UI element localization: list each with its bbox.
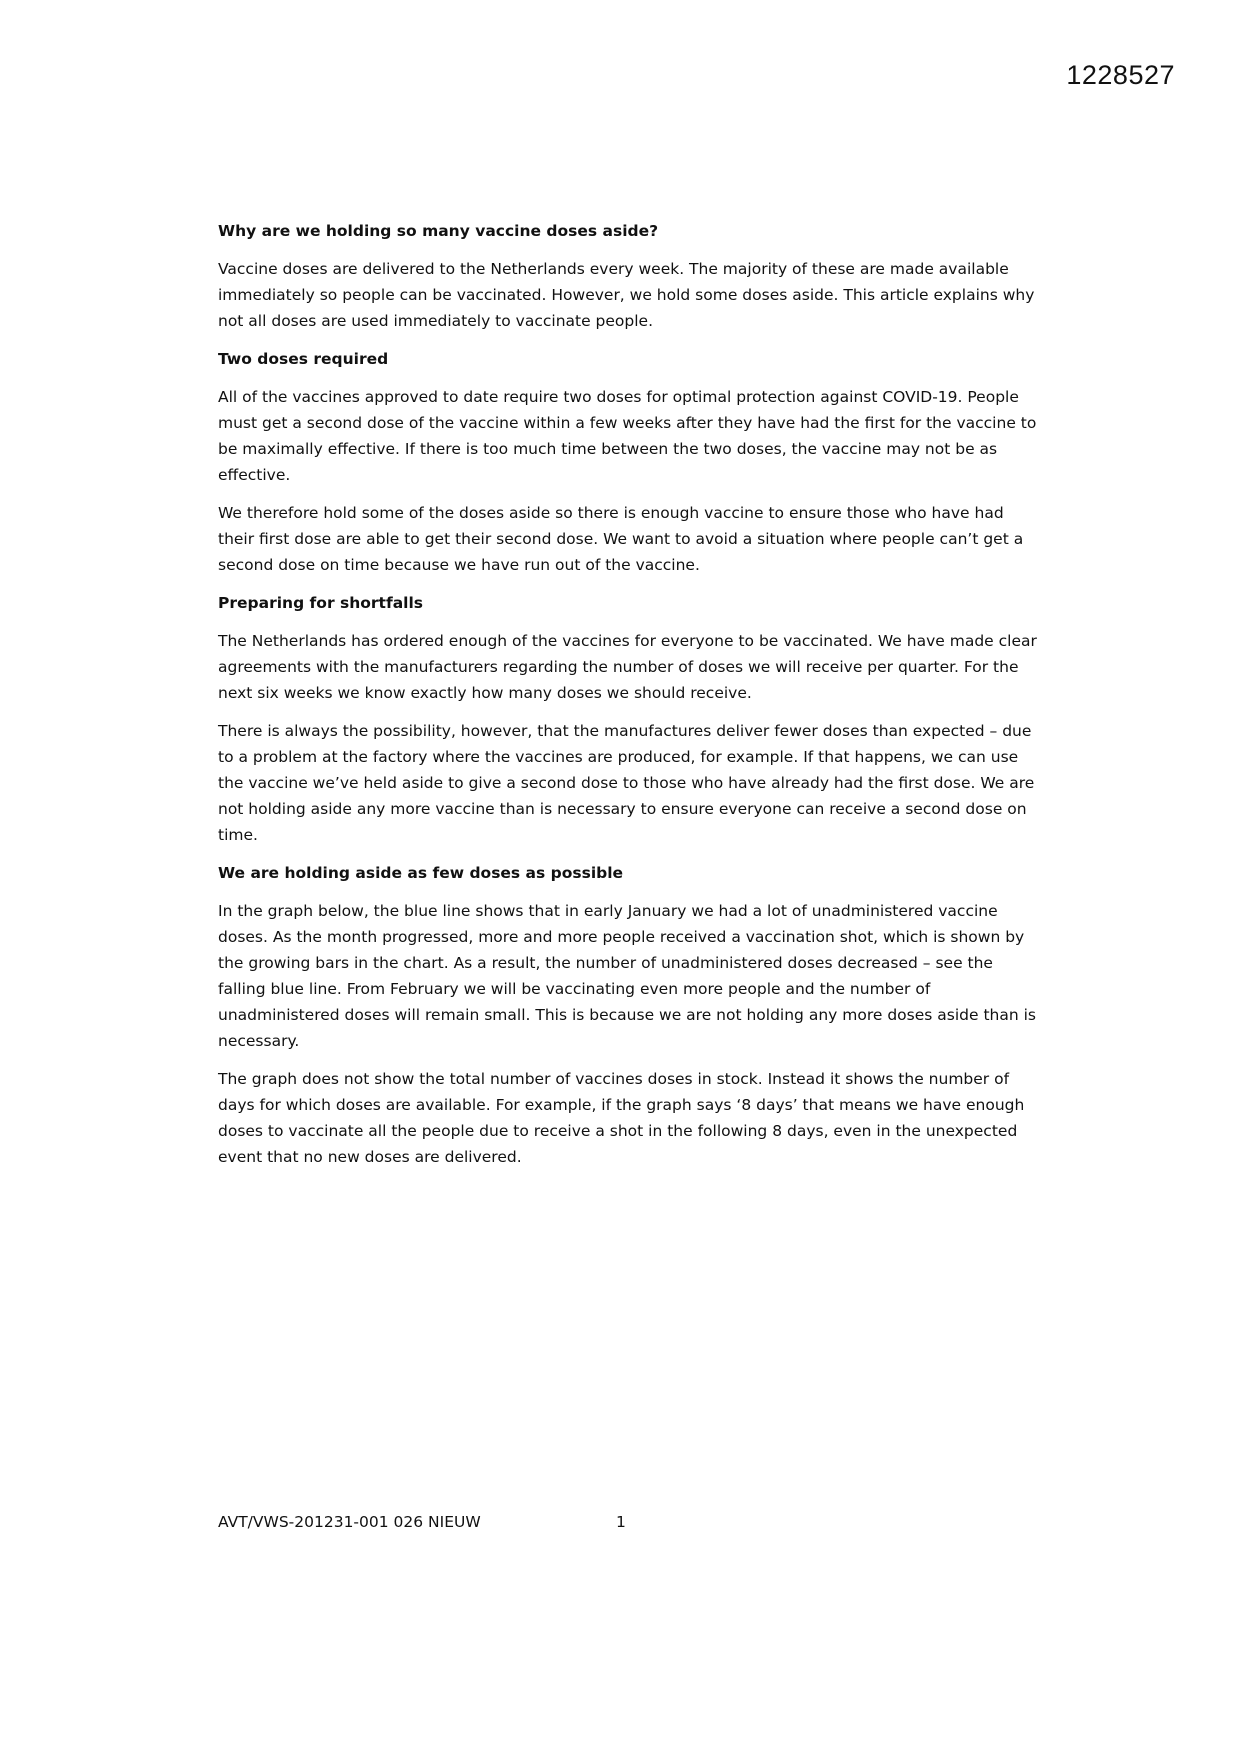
page-number: 1 [616,1513,626,1531]
document-number: 1228527 [1066,60,1175,90]
document-body [218,218,1038,1182]
paragraph: In the graph below, the blue line shows that in early January we had a lot of unadministered vaccine doses. As the month progressed, more and more people received a vaccination shot, which is shown by the growing bars in the chart. As a result, the number of unadministered doses decreased – see the falling blue line. From February we will be vaccinating even more people and the number of unadministered doses will remain small. This is because we are not holding any more doses aside than is necessary. [218,902,1036,1050]
section-heading-shortfalls: Preparing for shortfalls [218,594,424,612]
paragraph: The Netherlands has ordered enough of the vaccines for everyone to be vaccinated. We have made clear agreements with the manufacturers regarding the number of doses we will receive per quarter. For the next six weeks we know exactly how many doses we should receive. [218,632,1037,702]
paragraph: The graph does not show the total number of vaccines doses in stock. Instead it shows the number of days for which doses are available. For example, if the graph says ‘8 days’ that means we have enough doses to vaccinate all the people due to receive a shot in the following 8 days, even in the unexpected event that no new doses are delivered. [218,1070,1025,1166]
document-title: Why are we holding so many vaccine doses aside? [218,222,659,240]
paragraph: All of the vaccines approved to date require two doses for optimal protection against COVID-19. People must get a second dose of the vaccine within a few weeks after they have had the first for the vaccine to be maximally effective. If there is too much time between the two doses, the vaccine may not be as effective. [218,388,1037,484]
section-heading-two-doses: Two doses required [218,350,389,368]
intro-paragraph: Vaccine doses are delivered to the Netherlands every week. The majority of these are made available immediately so people can be vaccinated. However, we hold some doses aside. This article explains why not all doses are used immediately to vaccinate people. [218,260,1035,330]
section-heading-few-doses: We are holding aside as few doses as possible [218,864,624,882]
footer-reference: AVT/VWS-201231-001 026 NIEUW [218,1513,481,1531]
paragraph: There is always the possibility, however, that the manufactures deliver fewer doses than expected – due to a problem at the factory where the vaccines are produced, for example. If that happens, we can use the vaccine we’ve held aside to give a second dose to those who have already had the first dose. We are not holding aside any more vaccine than is necessary to ensure everyone can receive a second dose on time. [218,722,1035,844]
paragraph: We therefore hold some of the doses aside so there is enough vaccine to ensure those who have had their first dose are able to get their second dose. We want to avoid a situation where people can’t get a second dose on time because we have run out of the vaccine. [218,504,1024,574]
